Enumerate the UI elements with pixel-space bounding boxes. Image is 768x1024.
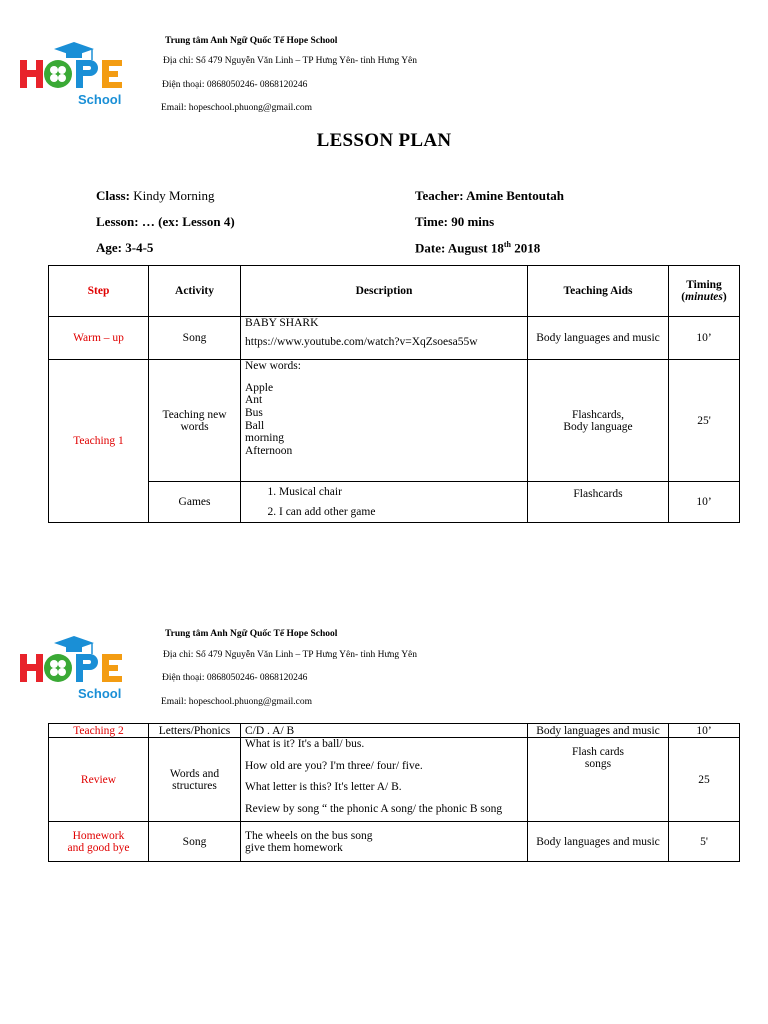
review-line: What letter is this? It's letter A/ B. bbox=[245, 781, 402, 794]
list-item: 1. Musical chair bbox=[279, 482, 523, 502]
review-activity-line1: Words and bbox=[169, 767, 220, 780]
homework-step bbox=[49, 822, 149, 862]
teacher-info bbox=[415, 188, 564, 204]
review-activity-line2: structures bbox=[172, 779, 217, 792]
date-year: 2018 bbox=[514, 240, 541, 256]
school-address: Địa chỉ: Số 479 Nguyễn Văn Linh – TP Hưng Yên- tỉnh Hưng Yên bbox=[163, 650, 418, 660]
teaching2-description: C/D . A/ B bbox=[241, 724, 528, 738]
teaching1-aids bbox=[528, 360, 669, 482]
teaching2-activity: Letters/Phonics bbox=[149, 724, 241, 738]
table-row bbox=[49, 482, 740, 523]
warmup-step: Warm – up bbox=[49, 317, 149, 360]
time-info: Time: 90 mins bbox=[415, 214, 495, 229]
header-activity: Activity bbox=[149, 266, 241, 317]
school-address: Địa chỉ: Số 479 Nguyễn Văn Linh – TP Hưng Yên- tỉnh Hưng Yên bbox=[163, 56, 418, 66]
table-row bbox=[49, 317, 740, 360]
warmup-desc-link[interactable]: https://www.youtube.com/watch?v=XqZsoesa55w bbox=[245, 335, 478, 348]
warmup-aids: Body languages and music bbox=[528, 317, 669, 360]
review-aids bbox=[528, 738, 669, 822]
new-words-title: New words: bbox=[245, 360, 301, 372]
class-value: Kindy Morning bbox=[133, 188, 215, 203]
page-title: LESSON PLAN bbox=[316, 130, 452, 151]
lesson-label: Lesson: … (ex: bbox=[96, 214, 180, 229]
date-sup: th bbox=[503, 240, 511, 249]
word-item: Afternoon bbox=[245, 444, 293, 457]
homework-desc-line1: The wheels on the bus song bbox=[245, 829, 373, 842]
list-item: 2. I can add other game bbox=[279, 502, 523, 522]
table-row bbox=[49, 738, 740, 822]
warmup-desc-line1: BABY SHARK bbox=[245, 317, 319, 329]
homework-step-line2: and good bye bbox=[67, 841, 130, 854]
school-phone: Điện thoại: 0868050246- 0868120246 bbox=[162, 673, 308, 683]
word-item: Apple bbox=[245, 381, 274, 394]
header-timing-unit: minutes bbox=[685, 291, 723, 303]
table-row bbox=[49, 360, 740, 482]
homework-description bbox=[241, 822, 528, 862]
school-logo bbox=[16, 634, 134, 704]
review-aids-line1: Flash cards bbox=[571, 746, 625, 758]
teaching1-description bbox=[241, 360, 528, 482]
lesson-info bbox=[96, 214, 235, 230]
word-item: Ant bbox=[245, 394, 263, 407]
teaching1-aids-line1: Flashcards, bbox=[571, 408, 625, 421]
warmup-timing: 10’ bbox=[669, 317, 740, 360]
teaching2-aids: Body languages and music bbox=[528, 724, 669, 738]
table-row bbox=[49, 822, 740, 862]
teaching1-timing: 25' bbox=[669, 360, 740, 482]
header-timing: Timing (minutes) bbox=[669, 266, 740, 317]
teaching2-timing: 10’ bbox=[669, 724, 740, 738]
school-logo bbox=[16, 40, 134, 110]
school-name: Trung tâm Anh Ngữ Quốc Tế Hope School bbox=[165, 629, 338, 639]
review-activity bbox=[149, 738, 241, 822]
review-aids-line2: songs bbox=[584, 758, 612, 770]
word-item: Bus bbox=[245, 406, 263, 419]
games-activity: Games bbox=[149, 482, 241, 523]
review-line: How old are you? I'm three/ four/ five. bbox=[245, 759, 423, 772]
teacher-value: Amine Bentoutah bbox=[466, 188, 565, 203]
lesson-value: Lesson 4 bbox=[182, 214, 231, 229]
lesson-table-1 bbox=[48, 265, 740, 523]
age-info: Age: 3-4-5 bbox=[96, 240, 154, 255]
word-item: Ball bbox=[245, 419, 265, 432]
lesson-close: ) bbox=[230, 214, 235, 229]
warmup-description bbox=[241, 317, 528, 360]
logo-school-text: School bbox=[78, 686, 122, 701]
games-description bbox=[241, 482, 528, 523]
teaching2-step: Teaching 2 bbox=[49, 724, 149, 738]
header-step: Step bbox=[49, 266, 149, 317]
teacher-label: Teacher: bbox=[415, 188, 464, 203]
warmup-activity: Song bbox=[149, 317, 241, 360]
games-list bbox=[245, 482, 523, 522]
games-timing: 10’ bbox=[669, 482, 740, 523]
class-label: Class: bbox=[96, 188, 130, 203]
teaching1-activity: Teaching new words bbox=[149, 360, 241, 482]
homework-desc-line2: give them homework bbox=[245, 841, 343, 854]
word-item: morning bbox=[245, 432, 284, 445]
school-email: Email: hopeschool.phuong@gmail.com bbox=[161, 103, 312, 113]
header-teaching-aids: Teaching Aids bbox=[528, 266, 669, 317]
table-header-row bbox=[49, 266, 740, 317]
review-step: Review bbox=[49, 738, 149, 822]
review-line: What is it? It's a ball/ bus. bbox=[245, 738, 365, 750]
lesson-table-2 bbox=[48, 723, 740, 862]
school-phone: Điện thoại: 0868050246- 0868120246 bbox=[162, 80, 308, 90]
school-email: Email: hopeschool.phuong@gmail.com bbox=[161, 697, 312, 707]
review-line: Review by song “ the phonic A song/ the phonic B song bbox=[245, 802, 503, 815]
teaching1-step: Teaching 1 bbox=[49, 360, 149, 523]
table-row bbox=[49, 724, 740, 738]
header-timing-label: Timing bbox=[686, 279, 722, 291]
homework-step-line1: Homework bbox=[72, 829, 125, 842]
date-prefix: Date: August 18 bbox=[415, 240, 504, 256]
class-info bbox=[96, 188, 214, 204]
homework-activity: Song bbox=[149, 822, 241, 862]
homework-aids: Body languages and music bbox=[528, 822, 669, 862]
homework-timing: 5' bbox=[669, 822, 740, 862]
teaching1-aids-line2: Body language bbox=[563, 420, 633, 433]
games-aids: Flashcards bbox=[528, 482, 669, 523]
review-timing: 25 bbox=[669, 738, 740, 822]
logo-school-text: School bbox=[78, 92, 122, 107]
header-description: Description bbox=[241, 266, 528, 317]
review-description bbox=[241, 738, 528, 822]
school-name: Trung tâm Anh Ngữ Quốc Tế Hope School bbox=[165, 36, 338, 46]
date-info bbox=[415, 240, 540, 256]
